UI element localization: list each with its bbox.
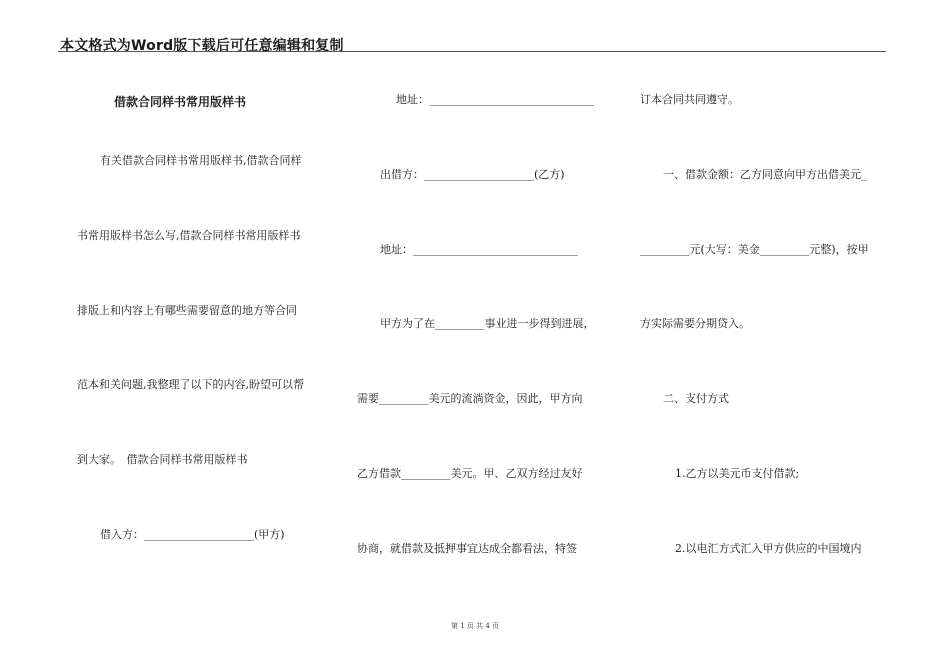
paragraph-line: 协商，就借款及抵押事宜达成全都看法，特签 <box>357 542 577 555</box>
list-item: 1.乙方以美元币支付借款; <box>675 467 800 480</box>
header-text: 本文格式为Word版下载后可任意编辑和复制 <box>60 38 344 54</box>
paragraph-line: 排版上和内容上有哪些需要留意的地方等合同 <box>77 304 297 317</box>
clause-heading: 一、借款金额：乙方同意向甲方出借美元_ <box>663 168 867 181</box>
paragraph-line: 乙方借款_________美元。甲、乙双方经过友好 <box>357 467 583 480</box>
paragraph-line: 到大家。 借款合同样书常用版样书 <box>77 453 248 466</box>
paragraph-line: 订本合同共同遵守。 <box>640 93 739 106</box>
paragraph-line: 甲方为了在_________事业进一步得到进展， <box>380 317 595 330</box>
header-divider <box>58 51 886 52</box>
paragraph-line: 需要_________美元的流淌资金，因此，甲方向 <box>357 392 583 405</box>
paragraph-line: _________元(大写：美金_________元整)，按甲 <box>640 243 869 256</box>
paragraph-line: 范本和关问题,我整理了以下的内容,盼望可以帮 <box>77 378 304 391</box>
clause-heading: 二、支付方式 <box>663 392 729 405</box>
address-line: 地址：______________________________ <box>396 93 594 106</box>
address-line: 地址：______________________________ <box>380 243 578 256</box>
list-item: 2.以电汇方式汇入甲方供应的中国境内 <box>675 542 862 555</box>
document-title: 借款合同样书常用版样书 <box>114 95 247 109</box>
paragraph-line: 书常用版样书怎么写,借款合同样书常用版样书 <box>77 229 301 242</box>
page-number: 第 1 页 共 4 页 <box>450 622 500 630</box>
paragraph-line: 方实际需要分期贷入。 <box>640 317 750 330</box>
borrower-line: 借入方：____________________(甲方) <box>100 528 285 541</box>
lender-line: 出借方：____________________(乙方) <box>380 168 565 181</box>
paragraph-line: 有关借款合同样书常用版样书,借款合同样 <box>100 154 302 167</box>
